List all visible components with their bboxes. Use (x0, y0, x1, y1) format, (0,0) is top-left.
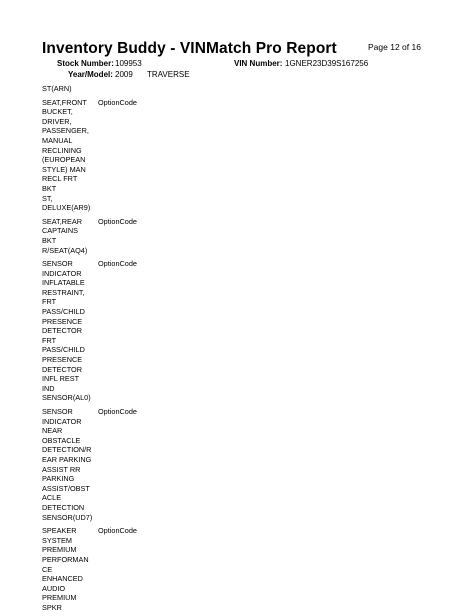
option-row (42, 407, 172, 522)
option-type: OptionCode (98, 259, 137, 269)
option-type: OptionCode (98, 407, 137, 416)
year-model-label: Year/Model: (68, 70, 113, 79)
stock-number-value: 109953 (115, 59, 142, 68)
option-name: SENSOR INDICATOR NEAR OBSTACLE DETECTION/R EAR PARKING ASSIST RR PARKING ASSIST/OBST ACLE DETECTION SENSOR(UD7) (42, 407, 93, 522)
stock-number-label: Stock Number: (57, 59, 114, 68)
option-row (42, 98, 172, 213)
option-type: OptionCode (98, 97, 137, 107)
options-list (42, 84, 172, 616)
option-row (42, 217, 172, 255)
option-name: SEAT,REAR CAPTAINS BKT R/SEAT(AQ4) (42, 216, 88, 255)
option-name: SEAT,FRONT BUCKET, DRIVER, PASSENGER, MANUAL RECLINING (EUROPEAN STYLE) MAN RECL FRT BKT ST, DELUXE(AR9) (42, 97, 91, 213)
option-type: OptionCode (98, 216, 137, 226)
model-value: TRAVERSE (147, 70, 190, 79)
option-row (42, 259, 172, 403)
year-value: 2009 (115, 70, 133, 79)
option-row (42, 84, 172, 94)
report-title: Inventory Buddy - VINMatch Pro Report (42, 40, 337, 57)
option-name: SENSOR INDICATOR INFLATABLE RESTRAINT, FRT PASS/CHILD PRESENCE DETECTOR FRT PASS/CHILD PRESENCE DETECTOR INFL REST IND SENSOR(AL0) (42, 259, 91, 403)
option-name: SPEAKER SYSTEM PREMIUM PERFORMAN CE ENHANCED AUDIO PREMIUM SPKR (42, 526, 89, 612)
option-name: ST(ARN) (42, 84, 72, 93)
vin-number-label: VIN Number: (234, 59, 283, 68)
option-type: OptionCode (98, 526, 137, 536)
page-number: Page 12 of 16 (368, 42, 421, 52)
vin-number-value: 1GNER23D39S167256 (285, 59, 369, 68)
